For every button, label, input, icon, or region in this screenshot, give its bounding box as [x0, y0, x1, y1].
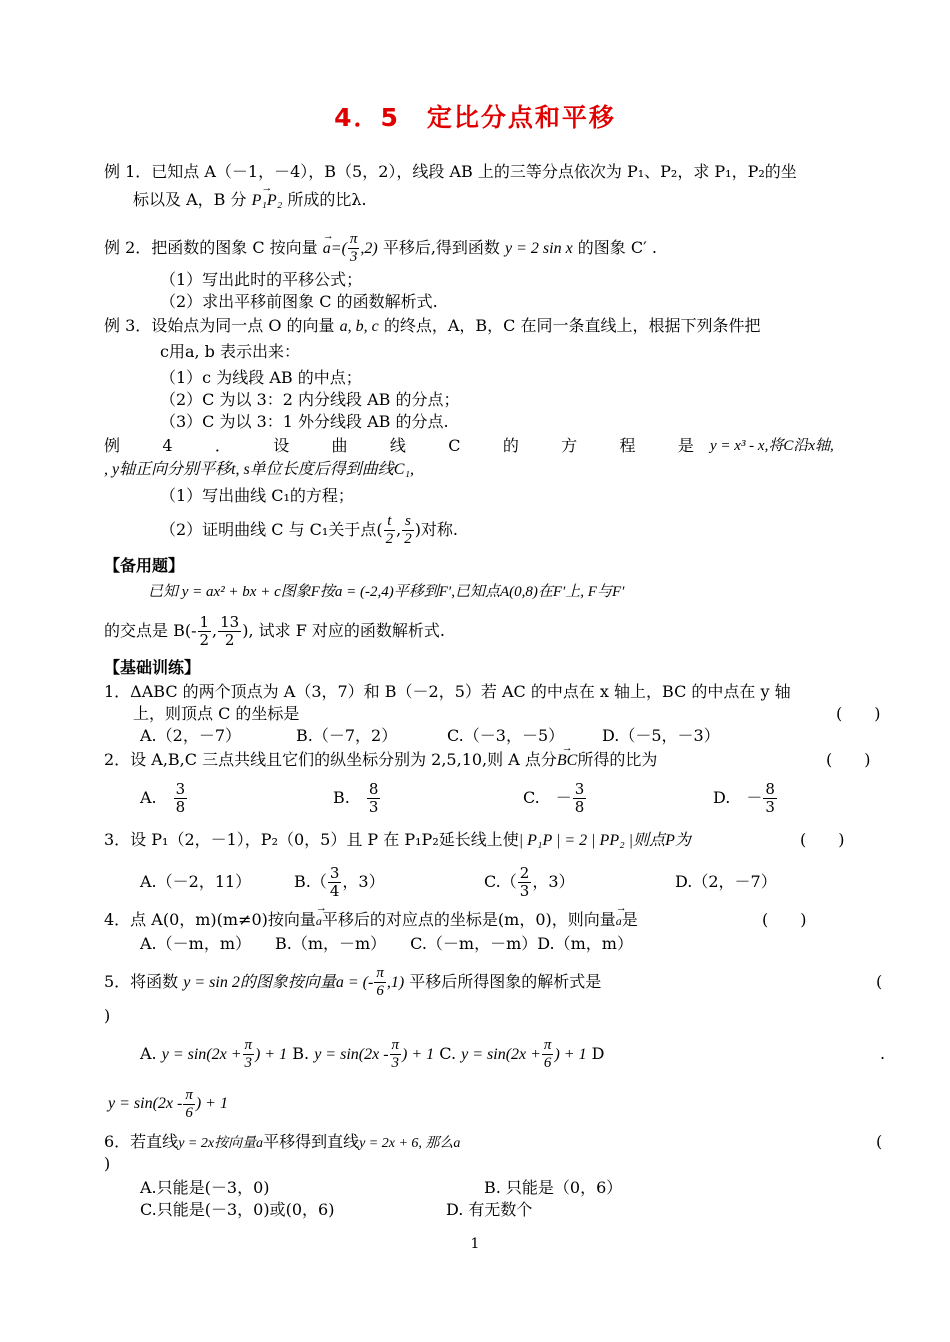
question-3-option-d: D.（2，－7）: [675, 872, 777, 891]
example-2-question-1: （1）写出此时的平移公式；: [160, 270, 363, 289]
question-1-line-2: 上，则顶点 C 的坐标是: [133, 704, 300, 723]
question-5-dot: .: [880, 1044, 886, 1063]
question-6-option-d: D. 有无数个: [446, 1200, 533, 1219]
example-3-question-3: （3）C 为以 3：1 外分线段 AB 的分点.: [160, 412, 449, 431]
example-1-line-1: 例 1．已知点 A（－1，－4），B（5，2），线段 AB 上的三等分点依次为 P₁、P₂，求 P₁，P₂的坐: [104, 162, 797, 181]
question-1-option-d: D.（－5，－3）: [602, 726, 720, 745]
example-4-line-2: , y轴正向分别平移t, s单位长度后得到曲线C₁,: [104, 461, 415, 478]
example-4-question-1: （1）写出曲线 C₁的方程；: [160, 486, 354, 505]
section-header-jichu: 【基础训练】: [104, 658, 201, 677]
question-5-close-paren: ): [104, 1006, 111, 1025]
example-4-equation: y = x³ - x,将C沿x轴,: [710, 438, 834, 454]
example-3-question-1: （1）c 为线段 AB 的中点；: [160, 368, 362, 387]
question-6-option-b: B. 只能是（0，6）: [484, 1178, 623, 1197]
question-5-option-d: y = sin(2x - $\frac{\pi}{6}$ ) + 1: [108, 1086, 228, 1121]
question-2-answer-paren: ( ): [826, 750, 871, 769]
question-5-options-row: A. y = sin(2x + $\frac{\pi}{3}$ ) + 1 B. y = sin(2x - $\frac{\pi}{3}$ ) + 1 C. y = sin(2x + $\frac{\pi}{6}$ ) + 1 D: [140, 1037, 605, 1071]
question-6-stem: 6．若直线y = 2x按向量a平移得到直线y = 2x + 6, 那么a: [104, 1132, 461, 1151]
example-1-line-2: 标以及 A，B 分 → P₁P₂ 所成的比λ.: [133, 190, 367, 211]
question-3-option-c: C.（ $\frac{2}{3}$ ，3）: [484, 864, 575, 900]
question-4-answer-paren: ( ): [762, 910, 807, 929]
question-2-option-d: D. － $\frac{8}{3}$: [713, 780, 775, 816]
question-4-stem: 4．点 A(0，m)(m≠0)按向量→ a平移后的对应点的坐标是(m，0)，则向量→ a是: [104, 910, 638, 931]
section-header-beiyong: 【备用题】: [104, 556, 185, 575]
example-2-question-2: （2）求出平移前图象 C 的函数解析式.: [160, 292, 438, 311]
question-2-option-a: A. $\frac{3}{8}$: [140, 780, 186, 816]
example-4-question-2: （2）证明曲线 C 与 C₁关于点( $\frac{t}{2}$ , $\frac{s}{2}$ )对称.: [160, 513, 459, 547]
question-2-option-c: C. － $\frac{3}{8}$: [523, 780, 585, 816]
example-2-line-1: 例 2．把函数的图象 C 按向量 → a=( $\frac{\pi}{3}$ ,2) 平移后,得到函数 y = 2 sin x 的图象 C′ .: [104, 230, 657, 267]
question-6-option-a: A.只能是(－3，0): [140, 1178, 270, 1197]
question-1-option-c: C.（－3，－5）: [447, 726, 565, 745]
vector-p1p2: → P₁P₂: [252, 191, 283, 211]
question-6-open-paren: (: [876, 1132, 883, 1151]
question-1-answer-paren: ( ): [836, 704, 881, 723]
question-2-option-b: B. $\frac{8}{3}$: [333, 780, 379, 816]
example-4-line-1: 例 4 ． 设 曲 线 C 的 方 程 是: [104, 436, 694, 455]
example-3-line-2: c用a, b 表示出来：: [160, 342, 301, 361]
question-3-answer-paren: ( ): [800, 830, 845, 849]
question-5-open-paren: (: [876, 972, 883, 991]
beiyong-line-1: 已知 y = ax² + bx + c图象F按a = (-2,4)平移到F′,已知点A(0,8)在F′上, F与F′: [148, 584, 625, 600]
question-6-option-c: C.只能是(－3，0)或(0，6): [140, 1200, 335, 1219]
page-number: 1: [470, 1236, 480, 1252]
question-3-stem: 3．设 P₁（2，－1），P₂（0，5）且 P 在 P₁P₂延长线上使| P₁P | = 2 | PP₂ |则点P为: [104, 830, 691, 849]
question-3-option-a: A.（－2，11）: [140, 872, 252, 891]
beiyong-line-2: 的交点是 B(- $\frac{1}{2}$ , $\frac{13}{2}$ ), 试求 F 对应的函数解析式.: [104, 613, 446, 649]
example-3-question-2: （2）C 为以 3：2 内分线段 AB 的分点；: [160, 390, 460, 409]
example-3-line-1: 例 3．设始点为同一点 O 的向量 a, b, c 的终点，A，B，C 在同一条直线上，根据下列条件把: [104, 316, 761, 335]
question-5-stem: 5．将函数 y = sin 2的图象按向量a = (- $\frac{\pi}{6}$ ,1) 平移后所得图象的解析式是: [104, 965, 602, 999]
question-1-line-1: 1．ΔABC 的两个顶点为 A（3，7）和 B（－2，5）若 AC 的中点在 x 轴上，BC 的中点在 y 轴: [104, 682, 791, 701]
page-title: 4．5 定比分点和平移: [334, 103, 616, 132]
question-4-options: A.（－m，m） B.（m，－m） C.（－m，－m）D.（m，m）: [140, 934, 633, 953]
question-3-option-b: B.（ $\frac{3}{4}$ ，3）: [294, 864, 385, 900]
question-6-close-paren: ): [104, 1154, 111, 1173]
question-1-option-b: B.（－7，2）: [296, 726, 398, 745]
question-2-stem: 2．设 A,B,C 三点共线且它们的纵坐标分别为 2,5,10,则 A 点分→ BC所得的比为: [104, 750, 657, 771]
question-1-option-a: A.（2，－7）: [140, 726, 242, 745]
